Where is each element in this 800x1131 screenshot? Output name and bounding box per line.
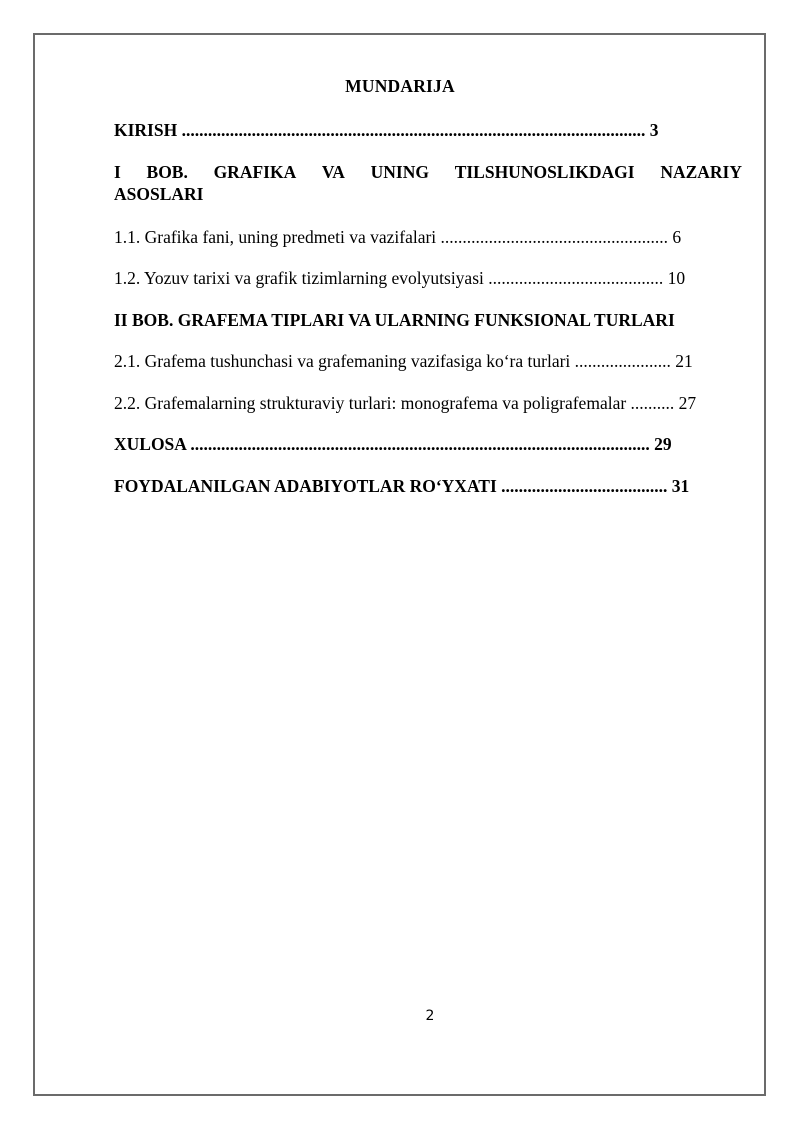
chapter-1-continuation: ASOSLARI	[114, 184, 204, 204]
toc-title: MUNDARIJA	[345, 76, 455, 96]
toc-entry-kirish[interactable]: KIRISH .......................................................................................................... 3	[114, 120, 659, 140]
toc-entry-2-2[interactable]: 2.2. Grafemalarning strukturaviy turlari: monografema va poligrafemalar .......... 27	[114, 393, 697, 413]
chapter-1-word: BOB.	[146, 162, 188, 182]
toc-entry-2-1[interactable]: 2.1. Grafema tushunchasi va grafemaning vazifasiga ko‘ra turlari ...................... 21	[114, 351, 693, 371]
chapter-1-word: I	[114, 162, 121, 182]
chapter-1-word: UNING	[370, 162, 429, 182]
chapter-1-first-line	[114, 161, 742, 183]
page-number: 2	[425, 1008, 435, 1024]
chapter-1-word: GRAFIKA	[213, 162, 297, 182]
toc-entry-1-1[interactable]: 1.1. Grafika fani, uning predmeti va vazifalari .................................................... 6	[114, 227, 682, 247]
toc-entry-1-2[interactable]: 1.2. Yozuv tarixi va grafik tizimlarning evolyutsiyasi ........................................ 10	[114, 268, 686, 288]
toc-entry-references[interactable]: FOYDALANILGAN ADABIYOTLAR RO‘YXATI ...................................... 31	[114, 476, 690, 496]
chapter-1-word: VA	[321, 162, 345, 182]
toc-entry-chapter-2[interactable]: II BOB. GRAFEMA TIPLARI VA ULARNING FUNKSIONAL TURLARI	[114, 310, 675, 330]
chapter-1-word: TILSHUNOSLIKDAGI	[454, 162, 635, 182]
toc-entry-chapter-1[interactable]	[114, 161, 742, 205]
chapter-1-word: NAZARIY	[660, 162, 742, 182]
toc-entry-xulosa[interactable]: XULOSA ......................................................................................................... 29	[114, 434, 672, 454]
